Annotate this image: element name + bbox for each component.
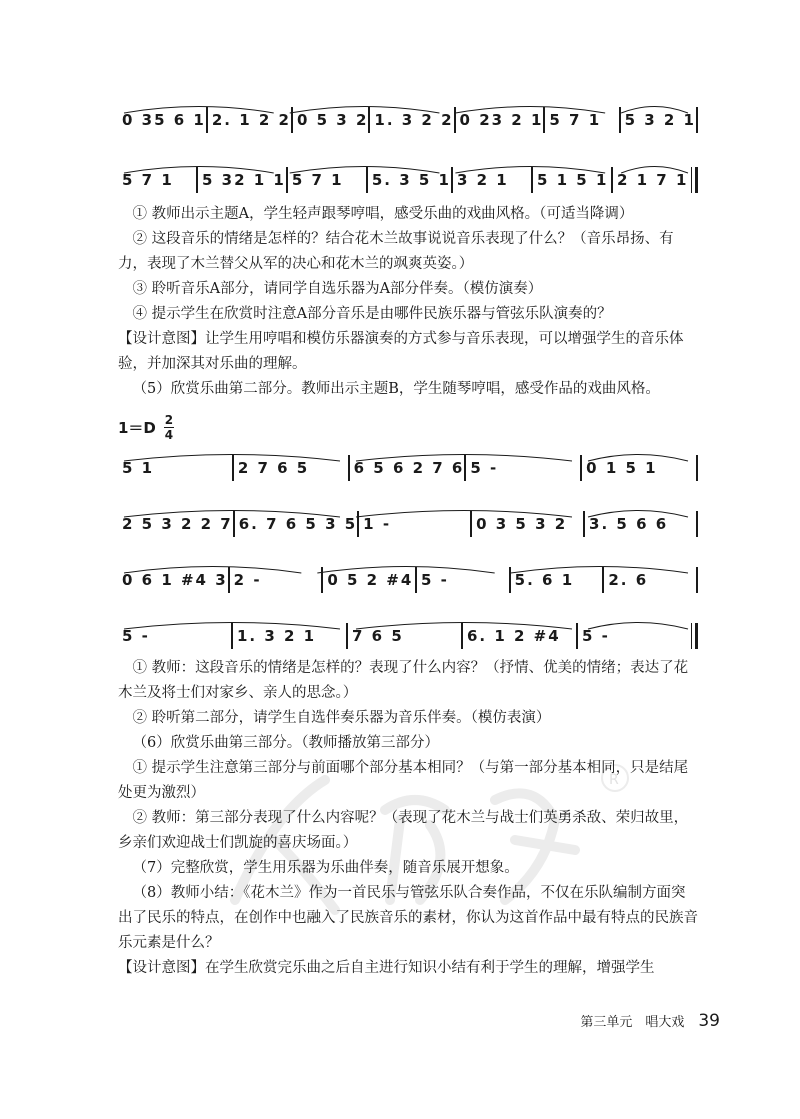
time-top: 2 [164, 413, 174, 427]
instruction-b-4: ① 提示学生注意第三部分与前面哪个部分基本相同？（与第一部分基本相同，只是结尾处更为激烈） [118, 760, 689, 801]
measure: 7 6 5 [352, 627, 404, 645]
instruction-b-7: （8）教师小结：《花木兰》作为一首民乐与管弦乐队合奏作品，不仅在乐队编制方面突出了民乐的特点，在创作中也融入了民族音乐的素材，你认为这首作品中最有特点的民族音乐元素是什么？ [118, 885, 698, 951]
key-label: 1＝D [118, 419, 156, 437]
instructions-theme-b [118, 656, 698, 981]
measure: 1 - [363, 515, 392, 533]
time-signature [164, 414, 174, 441]
instruction-a-3: ③ 聆听音乐A部分，请同学自选乐器为A部分伴奏。（模仿演奏） [132, 281, 543, 297]
instruction-a-2: ② 这段音乐的情绪是怎样的？结合花木兰故事说说音乐表现了什么？（音乐昂扬、有力，表现了木兰替父从军的决心和花木兰的飒爽英姿。） [118, 231, 674, 272]
measure: 2 5 3 2 2 7 [122, 515, 233, 533]
measure: 6. 7 6 5 3 5 [238, 515, 358, 533]
measure: 5 3 2 1 [624, 111, 696, 129]
measure: 3. 5 6 6 [589, 515, 669, 533]
instruction-b-6: （7）完整欣赏，学生用乐器为乐曲伴奏，随音乐展开想象。 [132, 860, 519, 876]
score1-row [118, 160, 698, 200]
measure: 0 5 2 #4 [327, 571, 414, 589]
design-intent-1: 【设计意图】让学生用哼唱和模仿乐器演奏的方式参与音乐表现，可以增强学生的音乐体验，并加深其对乐曲的理解。 [118, 331, 684, 372]
instruction-b-1: ① 教师：这段音乐的情绪是怎样的？表现了什么内容？（抒情、优美的情绪；表达了花木兰及将士们对家乡、亲人的思念。） [118, 660, 689, 701]
barline [696, 511, 698, 537]
measure: 3 2 1 [456, 171, 509, 189]
design-intent-2: 【设计意图】在学生欣赏完乐曲之后自主进行知识小结有利于学生的理解，增强学生 [118, 960, 655, 976]
svg-text:R: R [609, 772, 619, 788]
measure: 0 23 2 1 [459, 111, 544, 129]
unit-title: 第三单元 唱大戏 [580, 1015, 685, 1030]
instruction-a-5: （5）欣赏乐曲第二部分。教师出示主题B，学生随琴哼唱，感受作品的戏曲风格。 [132, 381, 660, 397]
score2-row [118, 616, 698, 656]
barline [696, 567, 698, 593]
measure: 5. 6 1 [514, 571, 575, 589]
final-barline [691, 167, 698, 193]
measure: 1. 3 2 1 [237, 627, 317, 645]
instruction-b-5: ② 教师：第三部分表现了什么内容呢？（表现了花木兰与战士们英勇杀敌、荣归故里，乡亲们欢迎战士们凯旋的喜庆场面。） [118, 810, 689, 851]
measure: 5 - [421, 571, 449, 589]
score2-row [118, 504, 698, 544]
measure: 0 6 1 #4 3 [122, 571, 228, 589]
page-footer [580, 1011, 720, 1031]
measure: 5 32 1 1 [202, 171, 286, 189]
measure: 2. 1 2 2 [211, 111, 291, 129]
measure: 0 35 6 1 [122, 111, 206, 129]
measure: 5 - [470, 459, 499, 477]
measure: 5 1 5 1 [536, 171, 609, 189]
measure: 0 1 5 1 [586, 459, 658, 477]
score2-row [118, 560, 698, 600]
measure: 5 7 1 [291, 171, 344, 189]
measure: 2 7 6 5 [237, 459, 310, 477]
measure: 5 7 1 [549, 111, 602, 129]
measure: 0 5 3 2 [296, 111, 369, 129]
instruction-b-3: （6）欣赏乐曲第三部分。（教师播放第三部分） [132, 735, 439, 751]
measure: 5. 3 5 1 [371, 171, 451, 189]
measure: 5 7 1 [122, 171, 174, 189]
score2-row [118, 448, 698, 488]
page-number: 39 [698, 1011, 720, 1031]
time-bottom: 4 [164, 428, 174, 442]
measure: 0 3 5 3 2 [476, 515, 568, 533]
measure: 5 - [122, 627, 150, 645]
instruction-a-1: ① 教师出示主题A，学生轻声跟琴哼唱，感受乐曲的戏曲风格。（可适当降调） [132, 206, 634, 222]
barline [696, 455, 698, 481]
measure: 2 1 7 1 [616, 171, 689, 189]
score1-row [118, 100, 698, 140]
measure: 2 - [233, 571, 262, 589]
instruction-b-2: ② 聆听第二部分，请学生自选伴奏乐器为音乐伴奏。（模仿表演） [132, 710, 551, 726]
measure: 2. 6 [608, 571, 649, 589]
measure: 5 1 [122, 459, 155, 477]
measure: 6 5 6 2 7 6 [353, 459, 465, 477]
measure: 6. 1 2 #4 [467, 627, 561, 645]
measure: 1. 3 2 2 [374, 111, 454, 129]
key-signature [118, 414, 174, 441]
instruction-a-4: ④ 提示学生在欣赏时注意A部分音乐是由哪件民族乐器与管弦乐队演奏的？ [132, 306, 612, 322]
final-barline [691, 623, 698, 649]
barline [696, 107, 698, 133]
instructions-theme-a [118, 202, 698, 402]
measure: 5 - [582, 627, 610, 645]
